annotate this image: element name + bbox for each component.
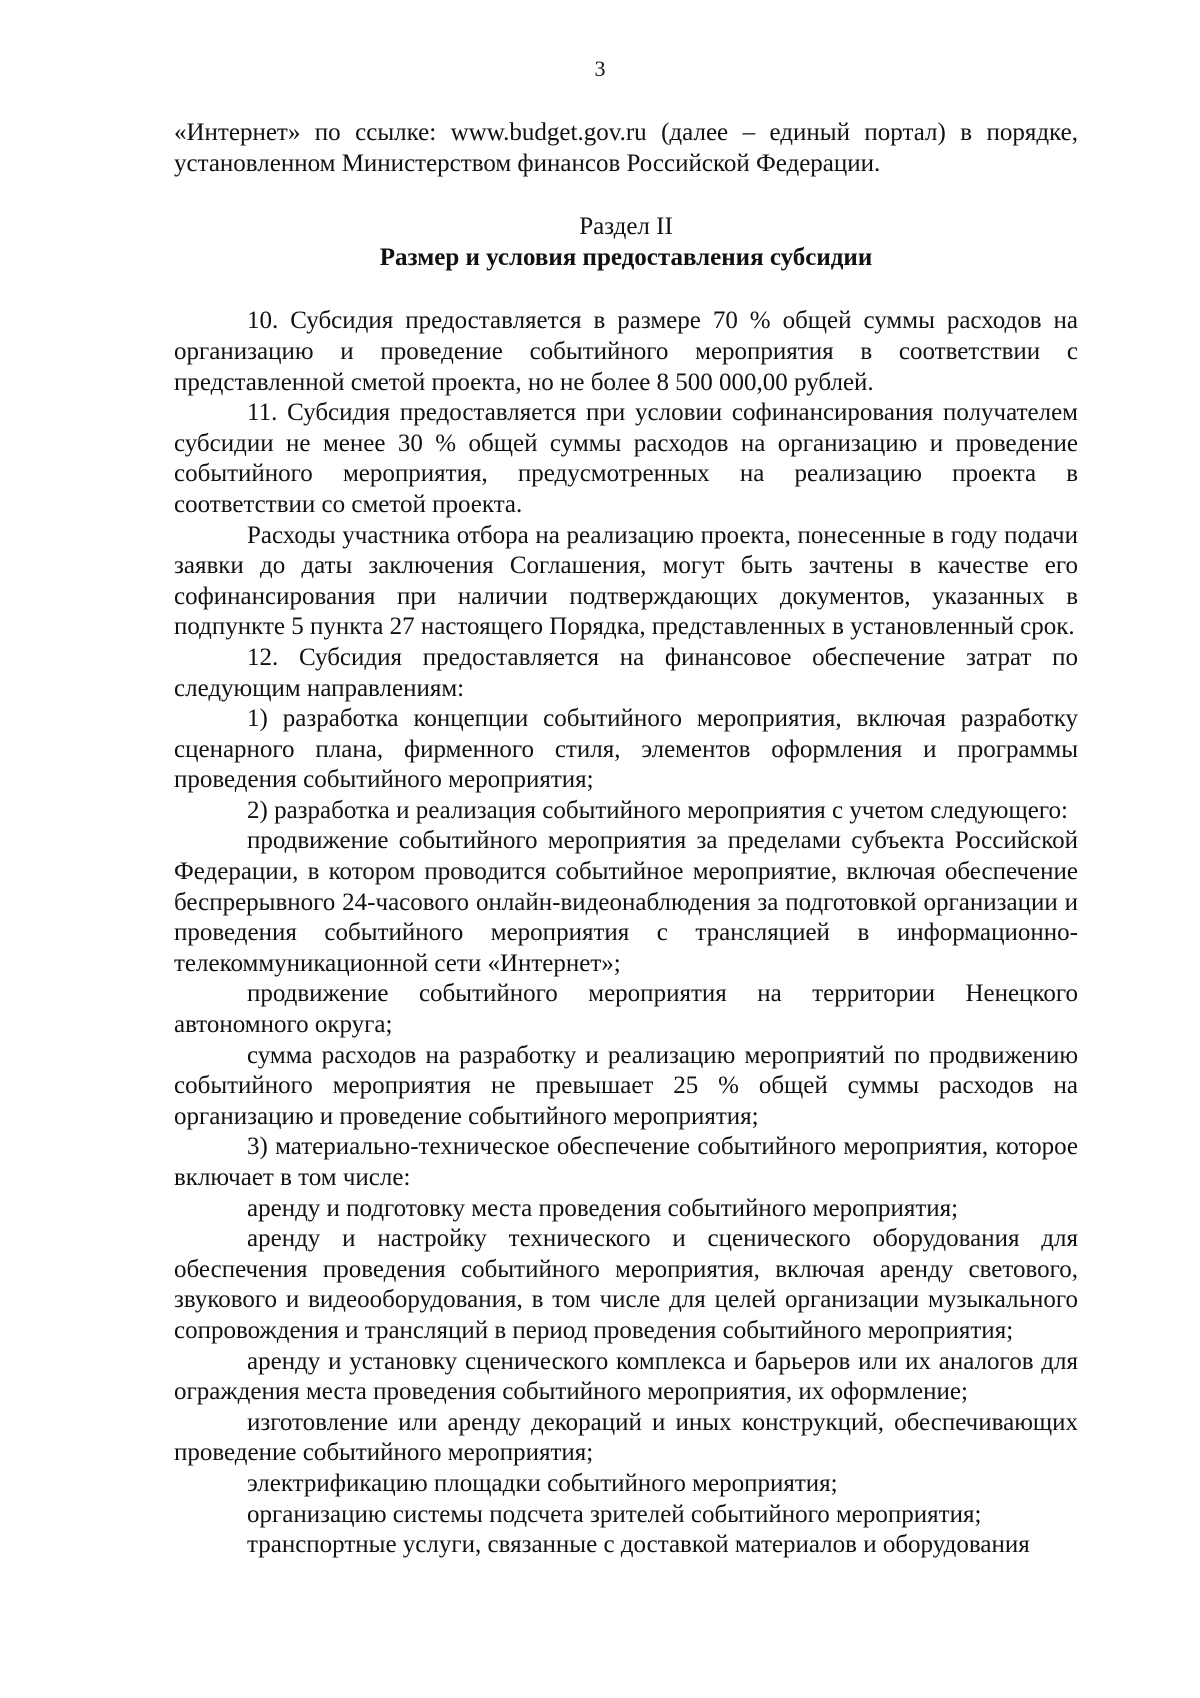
promotion-inside-region: продвижение событийного мероприятия на территории Ненецкого автономного округа; bbox=[174, 980, 1078, 1039]
paragraph-11: 11. Субсидия предоставляется при условии софинансирования получателем субсидии не менее 30 % общей суммы расходов на организацию и проведение событийного мероприятия, предусмотренных на реализацию проекта в соответствии со сметой проекта. bbox=[174, 399, 1078, 518]
promotion-expense-limit: сумма расходов на разработку и реализацию мероприятий по продвижению событийного мероприятия не превышает 25 % общей суммы расходов на организацию и проведение событийного мероприятия; bbox=[174, 1041, 1078, 1130]
item-3-logistics: 3) материально-техническое обеспечение событийного мероприятия, которое включает в том числе: bbox=[174, 1133, 1078, 1191]
document-body bbox=[174, 118, 1078, 1561]
paragraph-12: 12. Субсидия предоставляется на финансовое обеспечение затрат по следующим направлениям: bbox=[174, 643, 1078, 702]
list-item: организацию системы подсчета зрителей событийного мероприятия; bbox=[247, 1500, 982, 1528]
item-1-concept: 1) разработка концепции событийного мероприятия, включая разработку сценарного плана, фирменного стиля, элементов оформления и программы проведения событийного мероприятия; bbox=[174, 705, 1078, 794]
section-label: Раздел II bbox=[579, 213, 673, 241]
promotion-outside-region: продвижение событийного мероприятия за пределами субъекта Российской Федерации, в котором проводится событийное мероприятие, включая обеспечение беспрерывного 24-часового онлайн-видеонаблюдения за подготовкой организации и проведения событийного мероприятия с трансляцией в информационно-телекоммуникационной сети «Интернет»; bbox=[174, 827, 1078, 977]
list-item: электрификацию площадки событийного мероприятия; bbox=[247, 1469, 838, 1497]
list-item: транспортные услуги, связанные с доставкой материалов и оборудования bbox=[247, 1531, 1030, 1559]
list-item: аренду и настройку технического и сценического оборудования для обеспечения проведения событийного мероприятия, включая аренду светового, звукового и видеооборудования, в том числе для целей организации музыкального сопровождения и трансляций в период проведения событийного мероприятия; bbox=[174, 1225, 1078, 1344]
list-item: изготовление или аренду декораций и иных конструкций, обеспечивающих проведение событийного мероприятия; bbox=[174, 1408, 1078, 1467]
page-number: 3 bbox=[594, 56, 606, 81]
paragraph-11-expenses: Расходы участника отбора на реализацию проекта, понесенные в году подачи заявки до даты заключения Соглашения, могут быть зачтены в качестве его софинансирования при наличии подтверждающих документов, указанных в подпункте 5 пункта 27 настоящего Порядка, представленных в установленный срок. bbox=[174, 521, 1078, 641]
paragraph-10: 10. Субсидия предоставляется в размере 70 % общей суммы расходов на организацию и проведение событийного мероприятия в соответствии с представленной сметой проекта, но не более 8 500 000,00 рублей. bbox=[174, 307, 1078, 396]
list-item: аренду и установку сценического комплекса и барьеров или их аналогов для ограждения места проведения событийного мероприятия, их оформление; bbox=[174, 1347, 1078, 1406]
section-heading bbox=[174, 212, 1078, 273]
item-2-implementation: 2) разработка и реализация событийного мероприятия с учетом следующего: bbox=[247, 796, 1068, 824]
section-title: Размер и условия предоставления субсидии bbox=[379, 243, 873, 271]
intro-paragraph: «Интернет» по ссылке: www.budget.gov.ru (далее – единый портал) в порядке, установленном Министерством финансов Российской Федерации. bbox=[174, 119, 1078, 177]
list-item: аренду и подготовку места проведения событийного мероприятия; bbox=[247, 1194, 959, 1222]
